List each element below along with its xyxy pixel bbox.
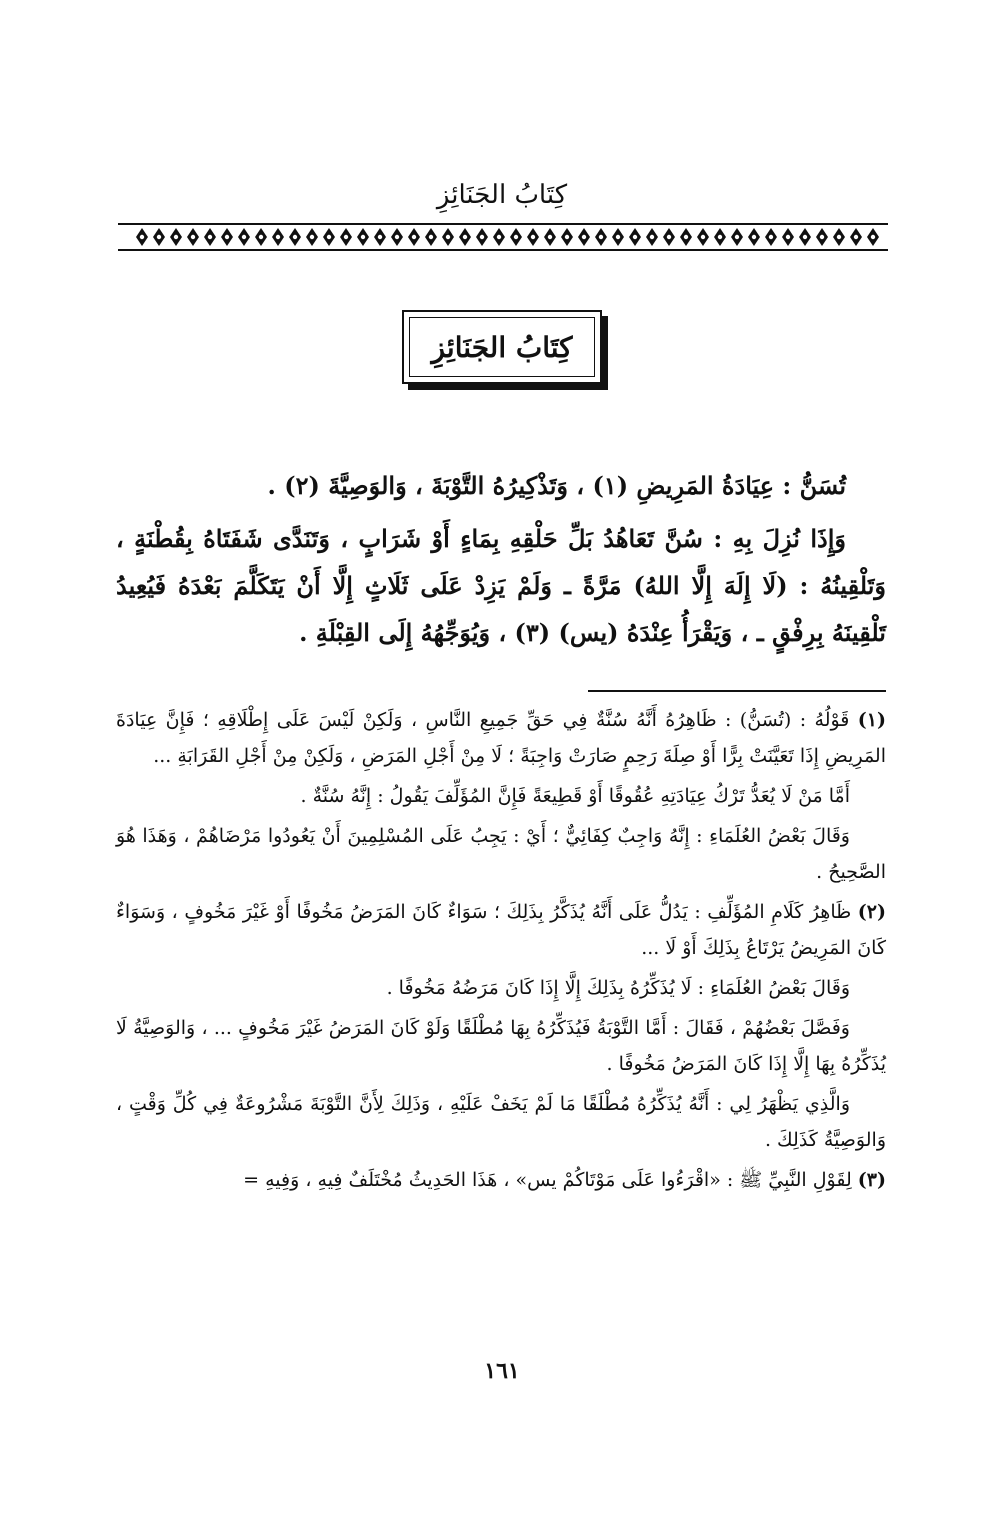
ornament-dot [633, 235, 637, 239]
ornament-dot [208, 235, 212, 239]
footnote-3 [116, 1162, 886, 1198]
ornament-dot [701, 235, 705, 239]
footnote-1 [116, 702, 886, 774]
ornament-dot [769, 235, 773, 239]
ornament-dot [463, 235, 467, 239]
ornament-dot [361, 235, 365, 239]
chapter-title-frame [402, 310, 602, 384]
footnote-marker: (٣) [857, 1169, 886, 1191]
ornament-dot [599, 235, 603, 239]
ornament-dot [191, 235, 195, 239]
chapter-title: كِتَابُ الجَنَائِزِ [409, 317, 595, 377]
ornament-dot [548, 235, 552, 239]
ornament-dot [837, 235, 841, 239]
ornament-dot [157, 235, 161, 239]
main-paragraph-1: تُسَنُّ : عِيَادَةُ المَرِيضِ (١) ، وَتَذْكِيرُهُ التَّوْبَةَ ، وَالوَصِيَّةَ (٢) . [267, 471, 846, 500]
main-text [116, 462, 886, 662]
ornament-dot [140, 235, 144, 239]
ornament-dot [497, 235, 501, 239]
ornament-dot [854, 235, 858, 239]
footnote-text: قَوْلُهُ : (تُسَنُّ) : ظَاهِرُهُ أَنَّهُ سُنَّةٌ فِي حَقِّ جَمِيعِ النَّاسِ ، وَلَكِنْ لَيْسَ عَلَى إِطْلَاقِهِ ؛ فَإِنَّ عِيَادَةَ المَرِيضِ إِذَا تَعَيَّنَتْ بِرًّا أَوْ صِلَةَ رَحِمٍ صَارَتْ وَاجِبَةً ؛ لَا مِنْ أَجْلِ المَرَضِ ، وَلَكِنْ مِنْ أَجْلِ القَرَابَةِ ... [116, 709, 886, 767]
footnote-2-paragraph-3: وَفَصَّلَ بَعْضُهُمْ ، فَقَالَ : أَمَّا التَّوْبَةُ فَيُذَكِّرُهُ بِهَا مُطْلَقًا وَلَوْ كَانَ المَرَضُ غَيْرَ مَخُوفٍ ... ، وَالوَصِيَّةُ لَا يُذَكِّرُهُ بِهَا إِلَّا إِذَا كَانَ المَرَضُ مَخُوفًا . [116, 1017, 886, 1075]
ornament-dot [718, 235, 722, 239]
ornament-dot [446, 235, 450, 239]
ornament-dot [242, 235, 246, 239]
footnote-marker: (١) [857, 709, 886, 731]
running-head: كِتَابُ الجَنَائِزِ [436, 180, 568, 210]
ornament-dot [429, 235, 433, 239]
ornament-dot [531, 235, 535, 239]
footnote-separator [588, 690, 886, 692]
ornament-dot [650, 235, 654, 239]
footnote-2-paragraph-2: وَقَالَ بَعْضُ العُلَمَاءِ : لَا يُذَكِّرُهُ بِذَلِكَ إِلَّا إِذَا كَانَ مَرَضُهُ مَخُوفًا . [386, 977, 850, 999]
ornamental-border [118, 222, 888, 252]
ornament-dot [395, 235, 399, 239]
ornament-dot [871, 235, 875, 239]
footnote-2 [116, 894, 886, 966]
ornament-dot [310, 235, 314, 239]
ornament-dot [259, 235, 263, 239]
ornament-dot [616, 235, 620, 239]
ornament-dot [480, 235, 484, 239]
ornament-dot [667, 235, 671, 239]
ornament-dot [684, 235, 688, 239]
footnote-text: لِقَوْلِ النَّبِيِّ ﷺ : «اقْرَءُوا عَلَى مَوْتَاكُمْ يس» ، هَذَا الحَدِيثُ مُخْتَلَفٌ فِيهِ ، وَفِيهِ = [243, 1169, 852, 1191]
ornament-dot [327, 235, 331, 239]
footnotes [116, 702, 886, 1202]
ornament-dot [514, 235, 518, 239]
ornament-dot [344, 235, 348, 239]
main-paragraph-2: وَإِذَا نُزِلَ بِهِ : سُنَّ تَعَاهُدُ بَلِّ حَلْقِهِ بِمَاءٍ أَوْ شَرَابٍ ، وَتَنَدَّى شَفَتَاهُ بِقُطْنَةٍ ، وَتَلْقِينُهُ : (لَا إِلَهَ إِلَّا اللهُ) مَرَّةً ـ وَلَمْ يَزِدْ عَلَى ثَلَاثٍ إِلَّا أَنْ يَتَكَلَّمَ بَعْدَهُ فَيُعِيدُ تَلْقِينَهُ بِرِفْقٍ ـ ، وَيَقْرَأُ عِنْدَهُ (يس) (٣) ، وَيُوَجِّهُهُ إِلَى القِبْلَةِ . [116, 524, 886, 647]
ornament-dot [820, 235, 824, 239]
ornament-dot [276, 235, 280, 239]
ornament-dot [174, 235, 178, 239]
ornament-dot [412, 235, 416, 239]
ornament-dot [752, 235, 756, 239]
ornament-dot [735, 235, 739, 239]
ornament-dot [565, 235, 569, 239]
ornament-dot [225, 235, 229, 239]
footnote-marker: (٢) [857, 901, 886, 923]
footnote-text: ظَاهِرُ كَلَامِ المُؤَلِّفِ : يَدُلُّ عَلَى أَنَّهُ يُذَكَّرُ بِذَلِكَ ؛ سَوَاءٌ كَانَ المَرَضُ مَخُوفًا أَوْ غَيْرَ مَخُوفٍ ، وَسَوَاءٌ كَانَ المَرِيضُ يَرْتَاعُ بِذَلِكَ أَوْ لَا ... [116, 901, 886, 959]
ornament-dot [582, 235, 586, 239]
page-number: ١٦١ [484, 1358, 520, 1384]
ornament-dot [803, 235, 807, 239]
footnote-1-paragraph-2: أَمَّا مَنْ لَا يُعَدُّ تَرْكُ عِيَادَتِهِ عُقُوقًا أَوْ قَطِيعَةً فَإِنَّ المُؤَلِّفَ يَقُولُ : إِنَّهُ سُنَّةٌ . [300, 785, 850, 807]
footnote-2-paragraph-4: وَالَّذِي يَظْهَرُ لِي : أَنَّهُ يُذَكِّرُهُ مُطْلَقًا مَا لَمْ يَخَفْ عَلَيْهِ ، وَذَلِكَ لِأَنَّ التَّوْبَةَ مَشْرُوعَةٌ فِي كُلِّ وَقْتٍ ، وَالوَصِيَّةُ كَذَلِكَ . [116, 1093, 886, 1151]
ornament-dot [378, 235, 382, 239]
ornament-dot [786, 235, 790, 239]
ornament-dot [293, 235, 297, 239]
footnote-1-paragraph-3: وَقَالَ بَعْضُ العُلَمَاءِ : إِنَّهُ وَاجِبٌ كِفَائِيٌّ ؛ أَيْ : يَجِبُ عَلَى المُسْلِمِينَ أَنْ يَعُودُوا مَرْضَاهُمْ ، وَهَذَا هُوَ الصَّحِيحُ . [116, 825, 886, 883]
